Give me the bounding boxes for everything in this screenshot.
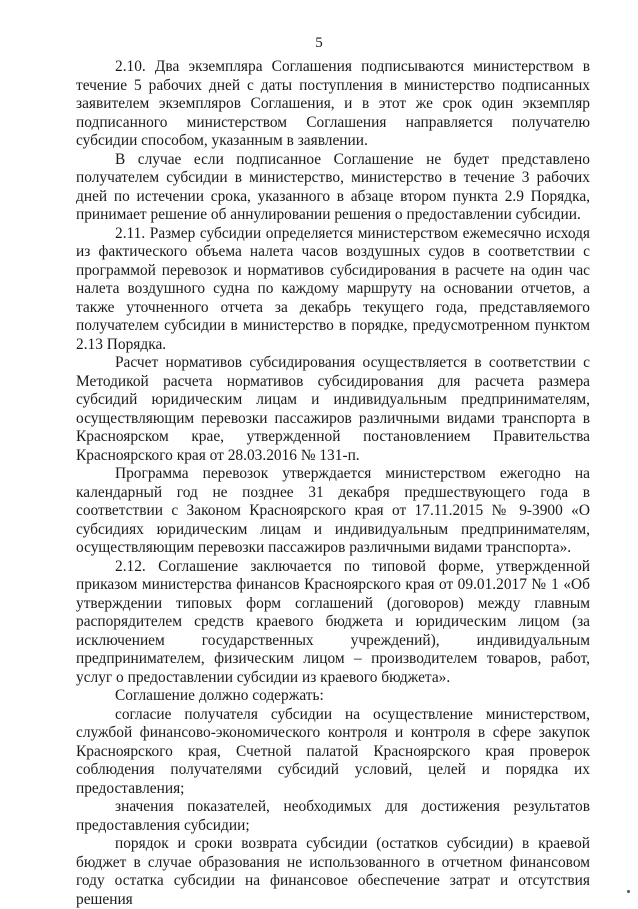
paragraph-transport-program: Программа перевозок утверждается министерством ежегодно на календарный год не позднее 31 декабря предшествующего года в соответствии с Законом Красноярского края от 17.11.2015 № 9-3900 «О субсидиях юридическим лицам и индивидуальным предпринимателям, осуществляющим перевозки пассажиров различными видами транспорта». (76, 465, 590, 556)
paragraph-agreement-contents: Соглашение должно содержать: (115, 687, 324, 704)
list-item-refund: порядок и сроки возврата субсидии (остатков субсидии) в краевой бюджет в случае образования не использованного в отчетном финансовом году остатка субсидии на финансовое обеспечение затрат и отсутствия решения (76, 835, 590, 908)
paragraph-unsigned-agreement: В случае если подписанное Соглашение не будет представлено получателем субсидии в министерство, министерство в течение 3 рабочих дней по истечении срока, указанного в абзаце втором пункта 2.9 Порядка, принимает решение об аннулировании решения о предоставлении субсидии. (76, 150, 590, 223)
paragraph-2-12: 2.12. Соглашение заключается по типовой форме, утвержденной приказом министерства финансов Красноярского края от 09.01.2017 № 1 «Об утверждении типовых форм соглашений (договоров) между главным распорядителем средств краевого бюджета и юридическим лицом (за исключением государственных учреждений), индивидуальным предпринимателем, физическим лицом – производителем товаров, работ, услуг о предоставлении субсидии из краевого бюджета». (76, 557, 590, 686)
page-number: 5 (315, 35, 323, 51)
body-text (76, 58, 590, 909)
list-item-consent: согласие получателя субсидии на осуществление министерством, службой финансово-экономического контроля и контроля в сфере закупок Красноярского края, Счетной палатой Красноярского края проверок соблюдения получателями субсидий условий, целей и порядка их предоставления; (76, 705, 590, 797)
paragraph-2-11: 2.11. Размер субсидии определяется министерством ежемесячно исходя из фактического объема налета часов воздушных судов в соответствии с программой перевозок и нормативов субсидирования в расчете на один час налета воздушного судна по каждому маршруту на основании отчетов, а также уточненного отчета за декабрь текущего года, представляемого получателем субсидии в министерство в порядке, предусмотренном пунктом 2.13 Порядка. (76, 224, 590, 353)
list-item-indicators: значения показателей, необходимых для достижения результатов предоставления субсидии; (76, 798, 590, 834)
scan-speck (627, 890, 630, 893)
paragraph-subsidy-calculation: Расчет нормативов субсидирования осуществляется в соответствии с Методикой расчета нормативов субсидирования для расчета размера субсидий юридическим лицам и индивидуальным предпринимателям, осуществляющим перевозки пассажиров различными видами транспорта в Красноярском крае, утвержденной постановлением Правительства Красноярского края от 28.03.2016 № 131-п. (76, 354, 590, 464)
paragraph-2-10: 2.10. Два экземпляра Соглашения подписываются министерством в течение 5 рабочих дней с даты поступления в министерство подписанных заявителем экземпляров Соглашения, и в этот же срок один экземпляр подписанного министерством Соглашения направляется получателю субсидии способом, указанным в заявлении. (76, 58, 590, 149)
